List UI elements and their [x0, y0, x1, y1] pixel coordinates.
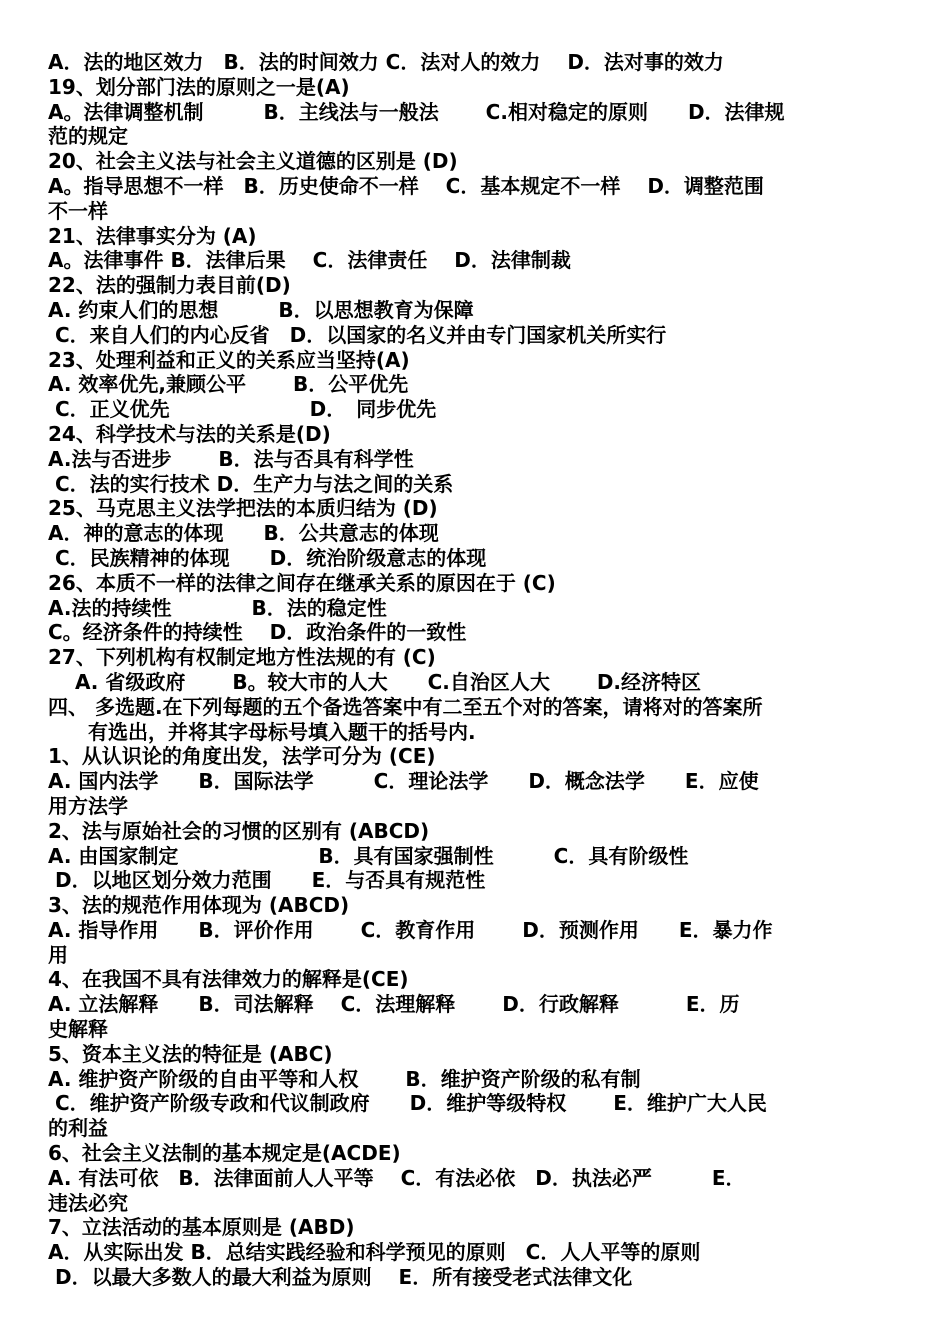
text-line: C．民族精神的体现 D．统治阶级意志的体现: [48, 545, 487, 570]
question-22: 22、法的强制力表目前(D): [48, 273, 291, 298]
text-line: A。法律调整机制 B．主线法与一般法 C.相对稳定的原则 D．法律规: [48, 99, 785, 124]
text-line: C．来自人们的内心反省 D．以国家的名义并由专门国家机关所实行: [48, 322, 667, 347]
text-line: 史解释: [48, 1017, 108, 1042]
text-line: A.法与否进步 B．法与否具有科学性: [48, 446, 414, 471]
section-heading: 四、 多选题.在下列每题的五个备选答案中有二至五个对的答案，请将对的答案所: [48, 694, 763, 719]
question-5: 5、资本主义法的特征是 (ABC): [48, 1041, 333, 1066]
text-line: C．维护资产阶级专政和代议制政府 D．维护等级特权 E．维护广大人民: [48, 1091, 767, 1116]
text-line: A。法律事件 B．法律后果 C．法律责任 D．法律制裁: [48, 248, 571, 273]
question-23: 23、处理利益和正义的关系应当坚持(A): [48, 347, 410, 372]
question-1: 1、从认识论的角度出发，法学可分为 (CE): [48, 744, 436, 769]
text-line: A. 省级政府 B。较大市的人大 C.自治区人大 D.经济特区: [48, 669, 702, 694]
text-line: C．法的实行技术 D．生产力与法之间的关系: [48, 471, 454, 496]
text-line: A．神的意志的体现 B．公共意志的体现: [48, 521, 439, 546]
text-line: A. 国内法学 B．国际法学 C．理论法学 D．概念法学 E．应使: [48, 769, 759, 794]
text-line: A. 由国家制定 B．具有国家强制性 C．具有阶级性: [48, 843, 689, 868]
text-line: D．以最大多数人的最大利益为原则 E．所有接受老式法律文化: [48, 1265, 633, 1290]
question-21: 21、法律事实分为 (A): [48, 223, 257, 248]
question-6: 6、社会主义法制的基本规定是(ACDE): [48, 1141, 401, 1166]
text-line: C．正义优先 D． 同步优先: [48, 397, 437, 422]
question-24: 24、科学技术与法的关系是(D): [48, 421, 331, 446]
question-3: 3、法的规范作用体现为 (ABCD): [48, 893, 350, 918]
question-7: 7、立法活动的基本原则是 (ABD): [48, 1215, 355, 1240]
text-line: C。经济条件的持续性 D．政治条件的一致性: [48, 620, 467, 645]
text-line: 违法必究: [48, 1190, 128, 1215]
text-line: 用: [48, 942, 68, 967]
text-line: A．从实际出发 B．总结实践经验和科学预见的原则 C．人人平等的原则: [48, 1240, 701, 1265]
text-line: A. 维护资产阶级的自由平等和人权 B．维护资产阶级的私有制: [48, 1066, 641, 1091]
text-line: A．法的地区效力 B．法的时间效力 C．法对人的效力 D．法对事的效力: [48, 50, 724, 74]
text-line: D．以地区划分效力范围 E．与否具有规范性: [48, 868, 486, 893]
text-line: A. 立法解释 B．司法解释 C．法理解释 D．行政解释 E．历: [48, 992, 740, 1017]
question-19: 19、划分部门法的原则之一是(A): [48, 74, 350, 99]
text-line: A. 约束人们的思想 B．以思想教育为保障: [48, 297, 474, 322]
question-2: 2、法与原始社会的习惯的区别有 (ABCD): [48, 818, 430, 843]
question-4: 4、在我国不具有法律效力的解释是(CE): [48, 967, 409, 992]
text-line: 范的规定: [48, 124, 128, 149]
text-line: A。指导思想不一样 B．历史使命不一样 C．基本规定不一样 D．调整范围: [48, 173, 764, 198]
question-27: 27、下列机构有权制定地方性法规的有 (C): [48, 645, 436, 670]
text-line: A.法的持续性 B．法的稳定性: [48, 595, 387, 620]
text-line: 用方法学: [48, 793, 128, 818]
text-line: A. 效率优先,兼顾公平 B．公平优先: [48, 372, 409, 397]
text-line: 的利益: [48, 1116, 108, 1141]
text-line: 不一样: [48, 198, 108, 223]
section-heading: 有选出，并将其字母标号填入题干的括号内.: [48, 719, 476, 744]
question-20: 20、社会主义法与社会主义道德的区别是 (D): [48, 149, 458, 174]
question-25: 25、马克思主义法学把法的本质归结为 (D): [48, 496, 438, 521]
text-line: A. 有法可依 B．法律面前人人平等 C．有法必依 D．执法必严 E．: [48, 1165, 746, 1190]
question-26: 26、本质不一样的法律之间存在继承关系的原因在于 (C): [48, 570, 556, 595]
text-line: A. 指导作用 B．评价作用 C．教育作用 D．预测作用 E．暴力作: [48, 917, 773, 942]
